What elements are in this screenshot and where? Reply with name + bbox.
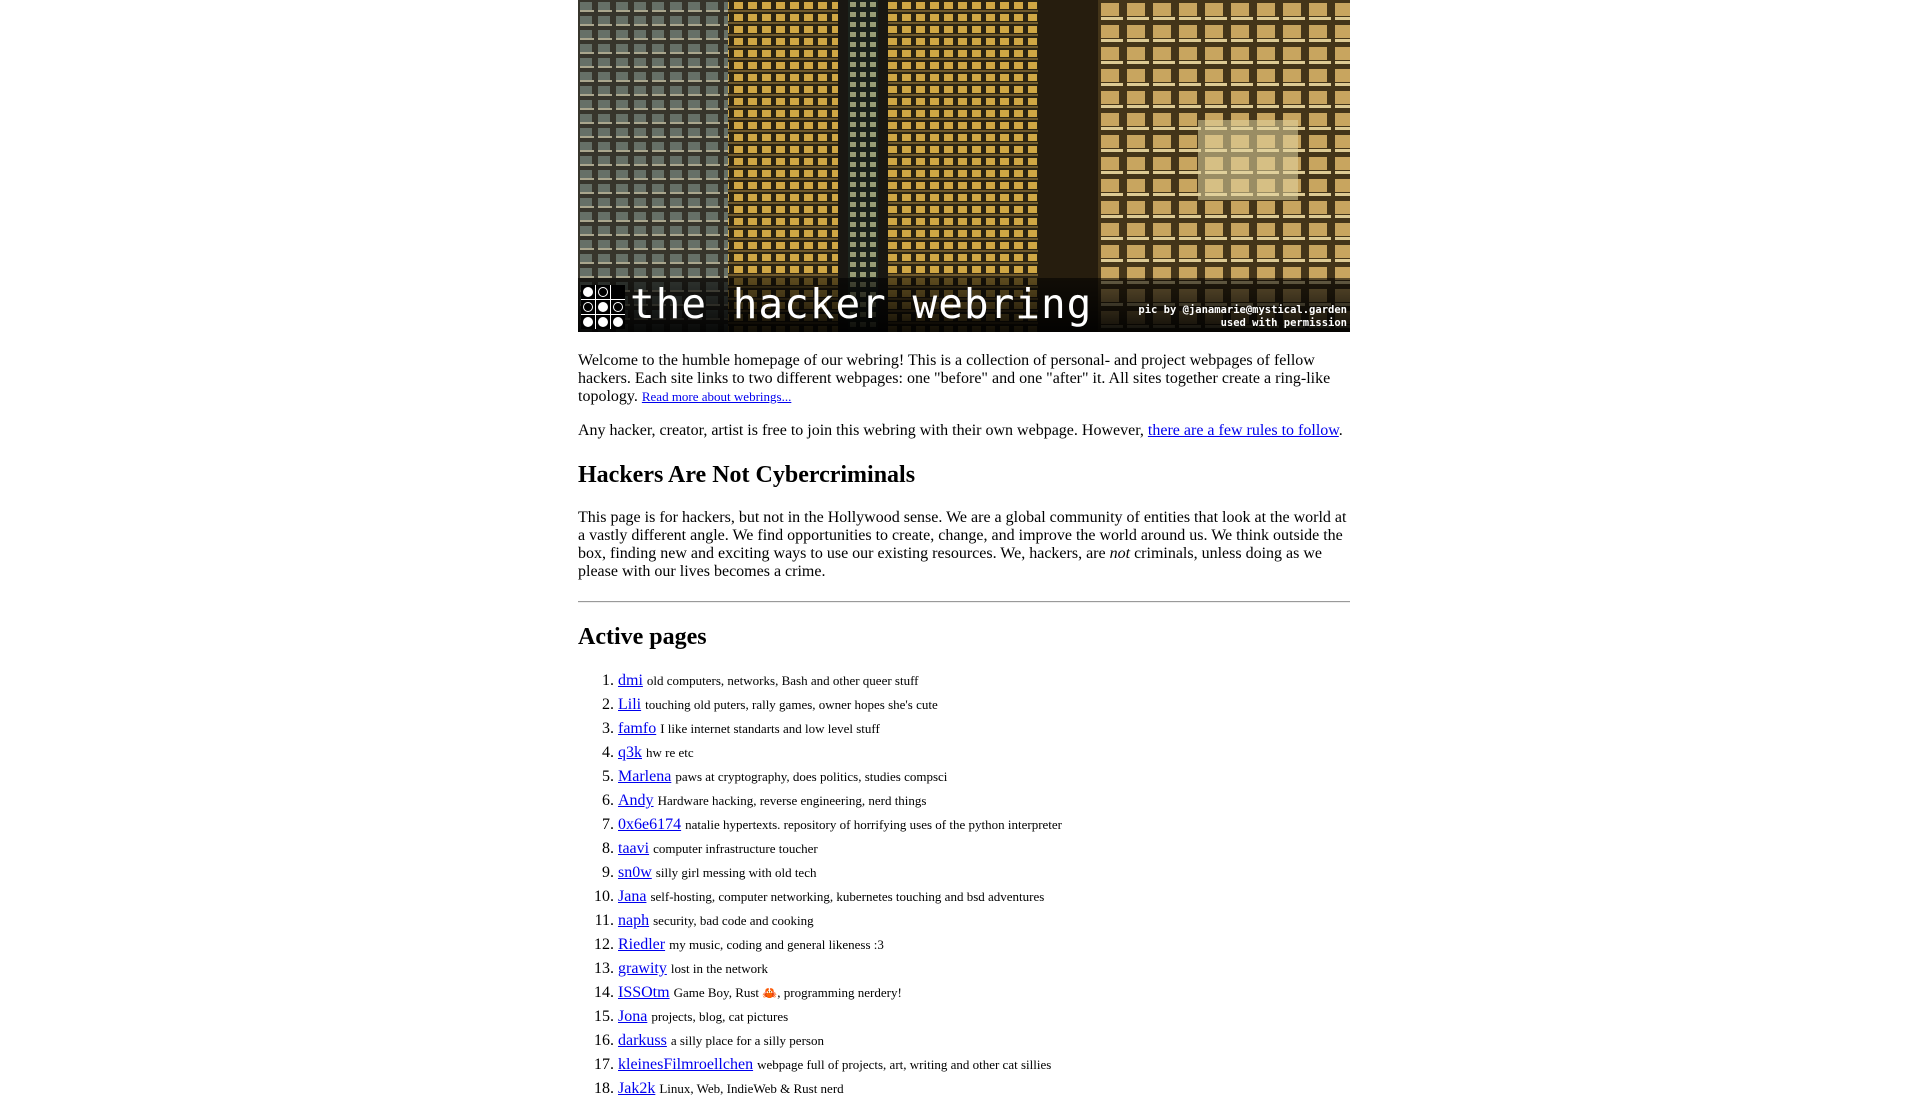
member-link[interactable]: sn0w xyxy=(618,864,652,881)
list-item xyxy=(618,933,1350,957)
list-item xyxy=(618,909,1350,933)
member-link[interactable]: Marlena xyxy=(618,768,672,785)
member-list xyxy=(578,669,1350,1101)
list-item xyxy=(618,1053,1350,1077)
criminals-paragraph xyxy=(578,509,1350,581)
member-link[interactable]: Jana xyxy=(618,888,647,905)
list-item xyxy=(618,717,1350,741)
photo-credit-line1: pic by @janamarie@mystical.garden xyxy=(1138,304,1347,316)
member-link[interactable]: 0x6e6174 xyxy=(618,816,682,833)
join-paragraph xyxy=(578,422,1350,440)
webring-grid-logo-icon xyxy=(581,285,625,329)
member-link[interactable]: Lili xyxy=(618,696,642,713)
list-item xyxy=(618,1029,1350,1053)
photo-credit-line2: used with permission xyxy=(1220,317,1347,329)
member-description-part: Game Boy, Rust xyxy=(673,985,763,1000)
list-item xyxy=(618,741,1350,765)
member-link[interactable]: darkuss xyxy=(618,1032,667,1049)
list-item xyxy=(618,885,1350,909)
banner-title: the hacker webring xyxy=(630,280,1093,328)
list-item xyxy=(618,693,1350,717)
member-description: projects, blog, cat pictures xyxy=(651,1009,789,1024)
photo-credit xyxy=(1138,304,1347,330)
member-link[interactable]: q3k xyxy=(618,744,642,761)
crab-icon: 🦀 xyxy=(762,986,778,1000)
member-description: webpage full of projects, art, writing and other cat sillies xyxy=(757,1057,1052,1072)
list-item xyxy=(618,813,1350,837)
member-description: paws at cryptography, does politics, studies compsci xyxy=(675,769,948,784)
intro-paragraph xyxy=(578,352,1350,406)
active-pages-heading: Active pages xyxy=(578,624,707,650)
list-item xyxy=(618,669,1350,693)
member-description: my music, coding and general likeness :3 xyxy=(669,937,884,952)
list-item xyxy=(618,957,1350,981)
member-description: computer infrastructure toucher xyxy=(653,841,818,856)
list-item xyxy=(618,765,1350,789)
member-link[interactable]: Jona xyxy=(618,1008,648,1025)
page-content xyxy=(578,0,1350,1101)
list-item xyxy=(618,861,1350,885)
member-description: lost in the network xyxy=(670,961,769,976)
member-link[interactable]: kleinesFilmroellchen xyxy=(618,1056,754,1073)
member-description: natalie hypertexts. repository of horrifying uses of the python interpreter xyxy=(685,817,1063,832)
join-text: Any hacker, creator, artist is free to join this webring with their own webpage. However, xyxy=(578,422,1148,439)
section-divider xyxy=(578,601,1350,603)
member-link[interactable]: ISSOtm xyxy=(618,984,670,1001)
member-link[interactable]: famfo xyxy=(618,720,657,737)
member-link[interactable]: grawity xyxy=(618,960,667,977)
member-link[interactable]: taavi xyxy=(618,840,650,857)
member-description: a silly place for a silly person xyxy=(670,1033,824,1048)
list-item xyxy=(618,981,1350,1005)
member-description: I like internet standarts and low level stuff xyxy=(660,721,880,736)
header-banner-image xyxy=(578,0,1350,332)
member-link[interactable]: dmi xyxy=(618,672,643,689)
criminals-emphasis: not xyxy=(1109,545,1131,562)
member-description: old computers, networks, Bash and other queer stuff xyxy=(646,673,919,688)
member-description: silly girl messing with old tech xyxy=(655,865,817,880)
criminals-text-before: This page is for hackers, but not in the Hollywood sense. We are a global community of entities that look at the world at a vastly different angle. We find opportunities to create, change, and improve the world around us. We think outside the box, finding new and exciting ways to use our existing resources. We, hackers, are xyxy=(578,509,1347,562)
member-description: security, bad code and cooking xyxy=(653,913,814,928)
list-item xyxy=(618,789,1350,813)
member-description: touching old puters, rally games, owner hopes she's cute xyxy=(645,697,938,712)
intro-text: Welcome to the humble homepage of our webring! This is a collection of personal- and project webpages of fellow hackers. Each site links to two different webpages: one "before" and one "after" it. All sites together create a ring-like topology. xyxy=(578,352,1331,405)
member-link[interactable]: Andy xyxy=(618,792,654,809)
member-description: hw re etc xyxy=(646,745,694,760)
member-description: Linux, Web, IndieWeb & Rust nerd xyxy=(659,1081,844,1096)
member-link[interactable]: Jak2k xyxy=(618,1080,656,1097)
criminals-heading: Hackers Are Not Cybercriminals xyxy=(578,462,916,488)
rules-link[interactable]: there are a few rules to follow xyxy=(1147,422,1339,439)
member-description-part: , programming nerdery! xyxy=(777,985,902,1000)
list-item xyxy=(618,1005,1350,1029)
member-description: Hardware hacking, reverse engineering, nerd things xyxy=(657,793,927,808)
member-description: self-hosting, computer networking, kubernetes touching and bsd adventures xyxy=(650,889,1045,904)
join-period: . xyxy=(1338,422,1343,439)
member-link[interactable]: Riedler xyxy=(618,936,666,953)
criminals-text-after: criminals, unless doing as we please with our lives becomes a crime. xyxy=(578,545,1323,580)
read-more-webrings-link[interactable]: Read more about webrings... xyxy=(641,389,792,404)
member-description xyxy=(674,985,902,1000)
list-item xyxy=(618,837,1350,861)
member-link[interactable]: naph xyxy=(618,912,650,929)
list-item xyxy=(618,1077,1350,1101)
